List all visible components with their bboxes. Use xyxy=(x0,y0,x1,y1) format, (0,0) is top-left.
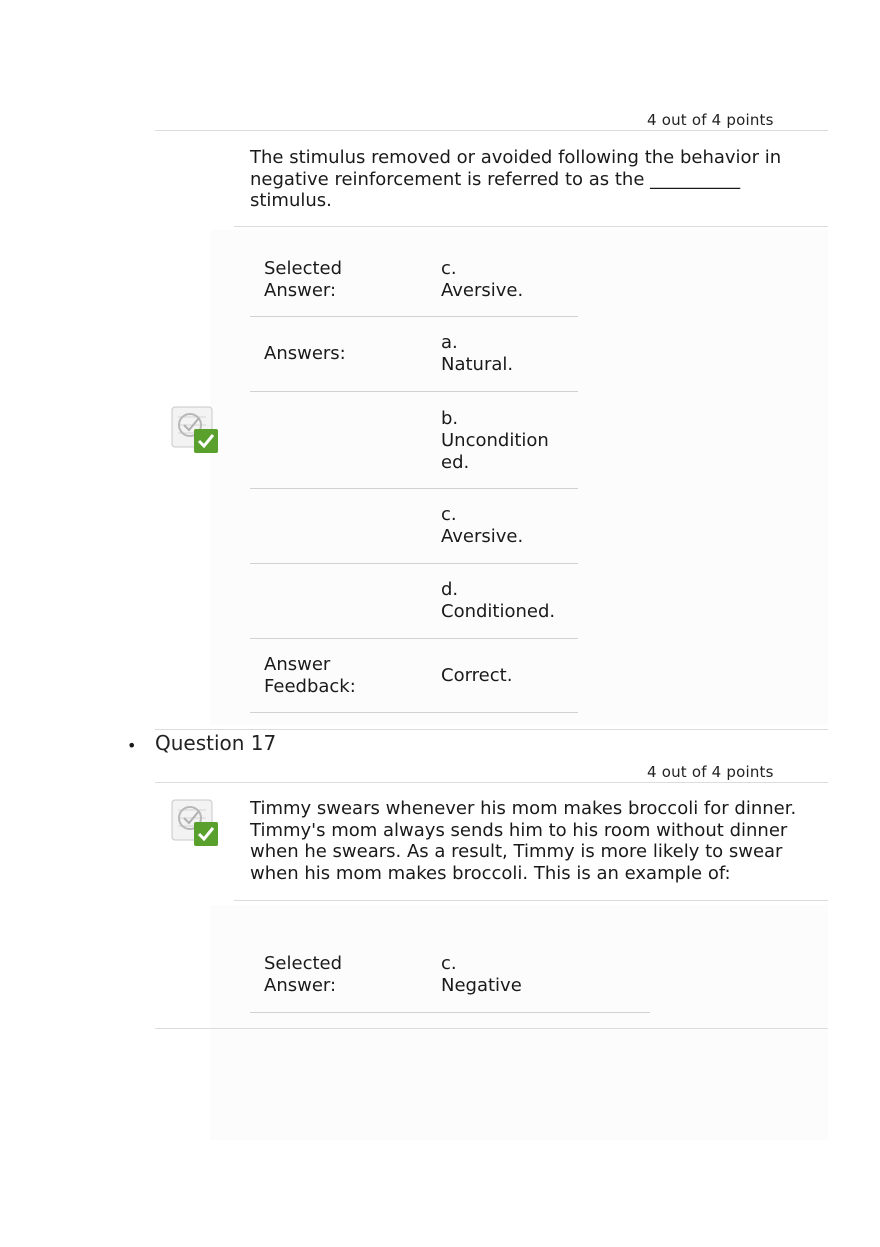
row-divider xyxy=(250,1012,650,1013)
correct-check-icon xyxy=(170,798,220,848)
answer-option-b: b. Uncondition ed. xyxy=(441,408,549,473)
divider xyxy=(155,782,828,783)
divider xyxy=(155,1028,828,1029)
divider xyxy=(155,729,828,730)
answers-label: Answers: xyxy=(264,343,346,364)
question-16-panel xyxy=(210,230,828,725)
answer-option-a: a. Natural. xyxy=(441,332,514,375)
answer-feedback-value: Correct. xyxy=(441,665,513,686)
q16-question-text: The stimulus removed or avoided following the behavior in negative reinforcement is referred to as the __________ stimulus. xyxy=(250,147,782,211)
answer-feedback-label: Answer Feedback: xyxy=(264,654,356,697)
selected-answer-value: c. Aversive. xyxy=(441,258,524,301)
answer-option-c: c. Aversive. xyxy=(441,504,524,547)
divider xyxy=(234,900,828,901)
row-divider xyxy=(250,316,578,317)
answer-option-d: d. Conditioned. xyxy=(441,579,556,622)
divider xyxy=(234,226,828,227)
divider xyxy=(155,130,828,131)
correct-check-icon xyxy=(170,405,220,455)
row-divider xyxy=(250,488,578,489)
list-bullet: • xyxy=(127,736,137,755)
row-divider xyxy=(250,391,578,392)
q17-points: 4 out of 4 points xyxy=(647,763,774,781)
q16-points: 4 out of 4 points xyxy=(647,111,774,129)
question-17-panel xyxy=(210,905,828,1140)
row-divider xyxy=(250,638,578,639)
q17-title: Question 17 xyxy=(155,731,277,755)
q17-question-text: Timmy swears whenever his mom makes broccoli for dinner. Timmy's mom always sends him to his room without dinner when he swears. As a result, Timmy is more likely to swear when his mom makes broccoli. This is an example of: xyxy=(250,798,797,884)
selected-answer-label: Selected Answer: xyxy=(264,258,343,301)
selected-answer-label: Selected Answer: xyxy=(264,953,343,996)
row-divider xyxy=(250,563,578,564)
row-divider xyxy=(250,712,578,713)
selected-answer-value: c. Negative xyxy=(441,953,522,996)
